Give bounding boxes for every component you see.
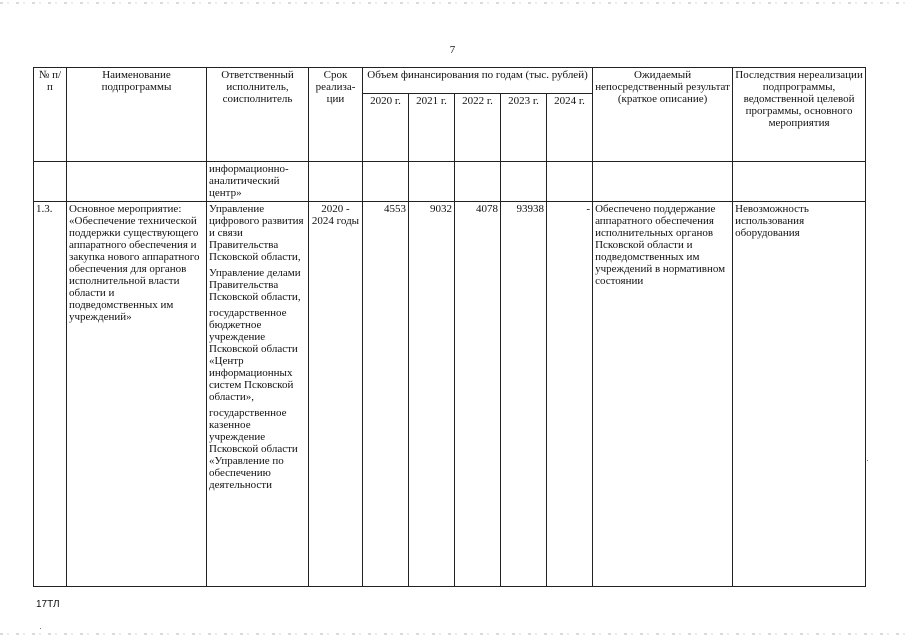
header-name: Наименование подпрограммы [67, 68, 207, 162]
header-num: № п/п [34, 68, 67, 162]
row-num: 1.3. [34, 202, 67, 587]
header-result: Ожидаемый непосредственный результат (краткое описание) [593, 68, 733, 162]
table-row-continuation [34, 162, 866, 202]
header-year-2024: 2024 г. [547, 94, 593, 162]
page-number: 7 [449, 44, 456, 56]
funding-table [33, 67, 866, 587]
header-year-2022: 2022 г. [455, 94, 501, 162]
row-name: Основное мероприятие: «Обеспечение технической поддержки существующего аппаратного обеспечения и закупка нового аппаратного обеспечения для органов исполнительной власти области и подведомственных им учреждений» [67, 202, 207, 587]
value-2022: 4078 [455, 202, 501, 587]
footer-code: 17ТЛ [36, 599, 60, 610]
value-2024: - [547, 202, 593, 587]
scan-noise-bottom [0, 633, 905, 635]
header-consequences: Последствия нереализации подпрограммы, ведомственной целевой программы, основного мероприятия [733, 68, 866, 162]
scan-speck [40, 628, 41, 629]
value-2021: 9032 [409, 202, 455, 587]
carry-responsible: информационно-аналитический центр» [207, 162, 309, 202]
responsible-entry: Управление делами Правительства Псковской области, [209, 267, 301, 303]
row-result: Обеспечено поддержание аппаратного обеспечения исполнительных органов Псковской области и подведомственных им учреждений в нормативном состоянии [593, 202, 733, 587]
row-consequences: Невозможность использования оборудования [733, 202, 866, 587]
responsible-entry: государственное бюджетное учреждение Псковской области «Центр информационных систем Псковской области», [209, 307, 298, 403]
scan-speck [867, 460, 868, 461]
value-2023: 93938 [501, 202, 547, 587]
row-term: 2020 - 2024 годы [309, 202, 363, 587]
table-row [34, 202, 866, 587]
row-responsible [207, 202, 309, 587]
header-term: Срок реализа-ции [309, 68, 363, 162]
scan-noise-top [0, 2, 905, 4]
header-year-2023: 2023 г. [501, 94, 547, 162]
header-year-2021: 2021 г. [409, 94, 455, 162]
value-2020: 4553 [363, 202, 409, 587]
header-year-2020: 2020 г. [363, 94, 409, 162]
header-responsible: Ответственный исполнитель, соисполнитель [207, 68, 309, 162]
responsible-entry: Управление цифрового развития и связи Правительства Псковской области, [209, 203, 304, 263]
responsible-entry: государственное казенное учреждение Псковской области «Управление по обеспечению деятельности [209, 407, 298, 491]
header-funding: Объем финансирования по годам (тыс. рублей) [363, 68, 593, 94]
